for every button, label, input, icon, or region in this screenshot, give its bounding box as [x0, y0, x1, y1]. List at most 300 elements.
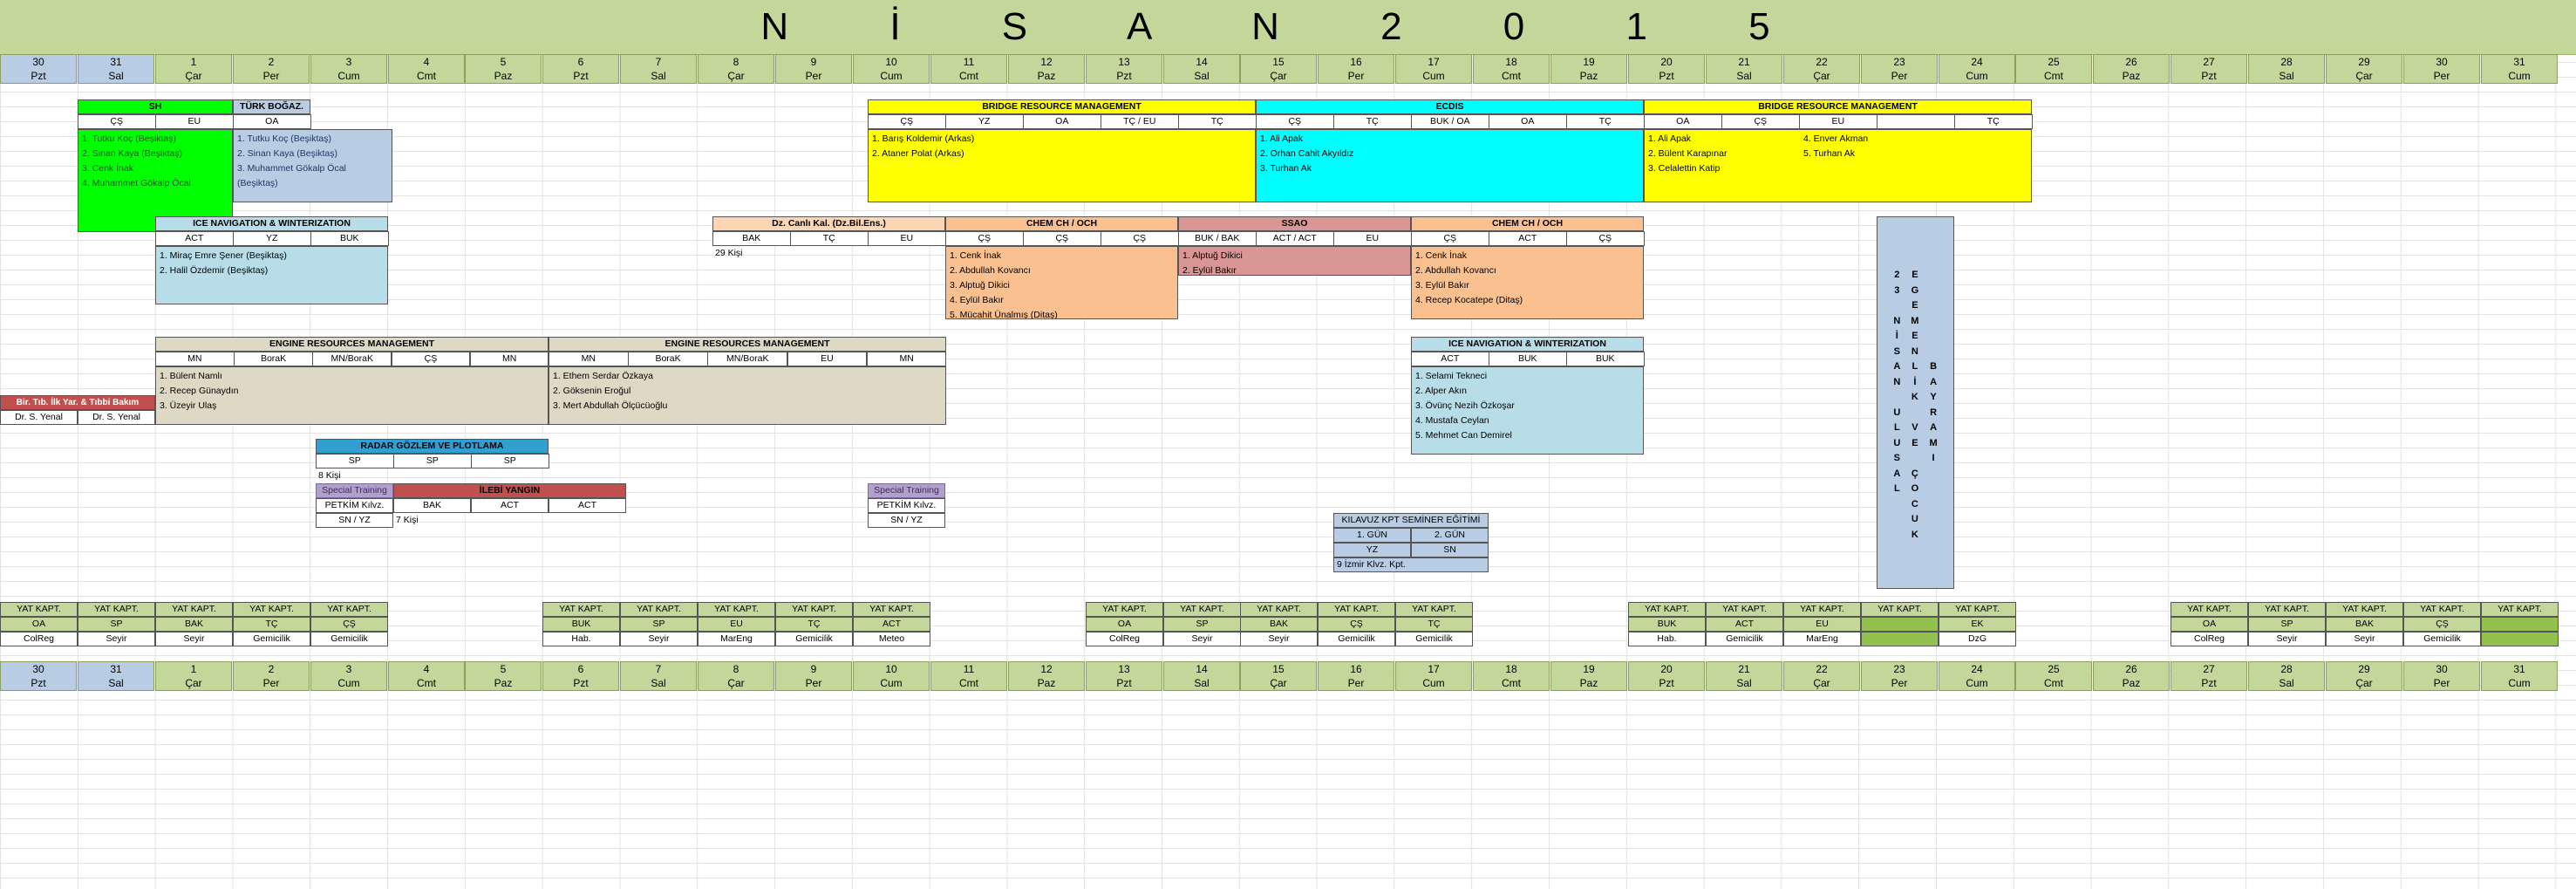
course-slot[interactable]: TÇ — [1333, 114, 1412, 129]
day-cell[interactable] — [698, 661, 774, 691]
course-title[interactable]: ICE NAVIGATION & WINTERIZATION — [1411, 337, 1644, 352]
ilebi-col-3[interactable]: ACT — [549, 498, 626, 513]
yat-kapt-label[interactable]: YAT KAPT. — [2403, 602, 2481, 617]
day-cell[interactable] — [465, 54, 542, 84]
day-weekday: Cmt — [1502, 677, 1521, 689]
yat-kapt-subject[interactable]: Seyir — [1163, 632, 1241, 646]
day-cell[interactable] — [2248, 661, 2325, 691]
yat-kapt-instructor[interactable]: ÇŞ — [1318, 617, 1395, 632]
participant-list[interactable] — [868, 129, 1256, 202]
course-slot[interactable]: EU — [787, 352, 868, 366]
course-title[interactable]: SSAO — [1178, 216, 1411, 231]
day-cell[interactable] — [2171, 661, 2247, 691]
day-cell[interactable] — [233, 54, 310, 84]
yat-kapt-subject[interactable]: Gemicilik — [1395, 632, 1473, 646]
day-weekday: Pzt — [573, 677, 589, 689]
day-number: 6 — [577, 56, 584, 68]
course-slot[interactable]: TÇ — [1566, 114, 1645, 129]
day-cell[interactable] — [233, 661, 310, 691]
course-title[interactable]: CHEM CH / OCH — [1411, 216, 1644, 231]
day-cell[interactable] — [1628, 661, 1705, 691]
day-cell[interactable] — [930, 661, 1007, 691]
day-cell[interactable] — [1706, 54, 1782, 84]
day-cell[interactable] — [2481, 661, 2558, 691]
day-cell[interactable] — [1939, 661, 2015, 691]
day-cell[interactable] — [1008, 661, 1085, 691]
participant: 3. Turhan Ak — [1260, 163, 1312, 174]
day-cell[interactable] — [1706, 661, 1782, 691]
day-cell[interactable] — [2171, 54, 2247, 84]
yat-kapt-label[interactable]: YAT KAPT. — [1240, 602, 1318, 617]
day-weekday: Per — [805, 677, 822, 689]
day-cell[interactable] — [2481, 54, 2558, 84]
course-slot[interactable]: SP — [471, 454, 549, 468]
day-weekday: Çar — [185, 70, 202, 82]
day-number: 19 — [1583, 663, 1595, 675]
day-number: 21 — [1738, 663, 1750, 675]
yat-kapt-label[interactable]: YAT KAPT. — [1395, 602, 1473, 617]
day-cell[interactable] — [1163, 54, 1240, 84]
yat-kapt-label[interactable]: YAT KAPT. — [2481, 602, 2559, 617]
course-title[interactable]: TÜRK BOĞAZ. — [233, 99, 310, 114]
yat-kapt-subject[interactable] — [1861, 632, 1939, 646]
holiday-letter — [1913, 406, 1916, 421]
yat-kapt-instructor[interactable]: ÇŞ — [310, 617, 388, 632]
day-cell[interactable] — [1861, 54, 1938, 84]
day-weekday: Cmt — [959, 70, 978, 82]
holiday-letter: V — [1912, 422, 1918, 433]
course-slot[interactable]: TÇ / EU — [1101, 114, 1179, 129]
day-cell[interactable] — [1550, 54, 1627, 84]
day-cell[interactable] — [2248, 54, 2325, 84]
course-slot[interactable]: MN/BoraK — [707, 352, 787, 366]
yat-kapt-instructor[interactable] — [1861, 617, 1939, 632]
participant: 5. Mehmet Can Demirel — [1415, 430, 1512, 441]
special-training-2-row-2[interactable]: SN / YZ — [868, 513, 945, 528]
course-slot[interactable]: BUK — [1566, 352, 1645, 366]
day-weekday: Cmt — [2044, 70, 2063, 82]
day-cell[interactable] — [1086, 661, 1162, 691]
yat-kapt-subject[interactable]: ColReg — [0, 632, 78, 646]
yat-kapt-instructor[interactable]: TÇ — [1395, 617, 1473, 632]
day-cell[interactable] — [853, 54, 930, 84]
holiday-letter: S — [1893, 345, 1900, 357]
course-slot[interactable]: ÇŞ — [1101, 231, 1179, 246]
holiday-letter: E — [1912, 300, 1918, 311]
course-title[interactable]: BRIDGE RESOURCE MANAGEMENT — [868, 99, 1256, 114]
day-number: 28 — [2280, 56, 2293, 68]
day-cell[interactable] — [1008, 54, 1085, 84]
yat-kapt-instructor[interactable]: BUK — [1628, 617, 1706, 632]
yat-kapt-label[interactable]: YAT KAPT. — [1861, 602, 1939, 617]
day-cell[interactable] — [775, 54, 852, 84]
special-training-2-title[interactable]: Special Training — [868, 483, 945, 498]
holiday-letter — [1932, 329, 1935, 345]
day-weekday: Cum — [1422, 70, 1445, 82]
course-slot[interactable]: ÇŞ — [945, 231, 1024, 246]
yat-kapt-subject[interactable]: Seyir — [620, 632, 698, 646]
holiday-letter — [1932, 298, 1935, 314]
day-weekday: Çar — [1813, 70, 1830, 82]
yat-kapt-subject[interactable]: MarEng — [698, 632, 775, 646]
participant: 3. Üzeyir Ulaş — [160, 400, 217, 411]
yat-kapt-instructor[interactable] — [2481, 617, 2559, 632]
course-slot[interactable]: BAK — [712, 231, 791, 246]
day-cell[interactable] — [1086, 54, 1162, 84]
day-weekday: Per — [262, 70, 280, 82]
yat-kapt-label[interactable]: YAT KAPT. — [2171, 602, 2248, 617]
day-cell[interactable] — [2093, 661, 2170, 691]
day-cell[interactable] — [1939, 54, 2015, 84]
yat-kapt-instructor[interactable]: OA — [0, 617, 78, 632]
day-cell[interactable] — [2093, 54, 2170, 84]
yat-kapt-subject[interactable]: Seyir — [155, 632, 233, 646]
course-slot[interactable]: TÇ — [1178, 114, 1257, 129]
course-slot[interactable]: ÇŞ — [1566, 231, 1645, 246]
course-slot[interactable]: ÇŞ — [1256, 114, 1334, 129]
yat-kapt-subject[interactable]: Seyir — [2326, 632, 2403, 646]
special-training-1-row-2[interactable]: SN / YZ — [316, 513, 393, 528]
day-weekday: Çar — [1270, 70, 1287, 82]
course-title[interactable]: Dz. Canlı Kal. (Dz.Bil.Ens.) — [712, 216, 945, 231]
day-cell[interactable] — [310, 54, 387, 84]
participant: 2. Abdullah Kovancı — [1415, 265, 1496, 276]
day-number: 3 — [345, 663, 352, 675]
participant: 1. Miraç Emre Şener (Beşiktaş) — [160, 250, 287, 261]
course-title[interactable]: RADAR GÖZLEM VE PLOTLAMA — [316, 439, 549, 454]
day-weekday: Sal — [108, 70, 124, 82]
yat-kapt-subject[interactable]: Meteo — [853, 632, 930, 646]
yat-kapt-instructor[interactable]: EK — [1939, 617, 2016, 632]
participant: 4. Mustafa Ceylan — [1415, 415, 1489, 426]
day-cell[interactable] — [155, 661, 232, 691]
yat-kapt-label[interactable]: YAT KAPT. — [1163, 602, 1241, 617]
yat-kapt-subject[interactable]: Seyir — [78, 632, 155, 646]
yat-kapt-instructor[interactable]: SP — [2248, 617, 2326, 632]
course-slot[interactable]: OA — [1644, 114, 1722, 129]
yat-kapt-subject[interactable]: Gemicilik — [1318, 632, 1395, 646]
day-cell[interactable] — [2015, 661, 2092, 691]
yat-kapt-subject[interactable]: Hab. — [542, 632, 620, 646]
day-number: 31 — [110, 56, 122, 68]
participant: 3. Mert Abdullah Ölçücüoğlu — [553, 400, 668, 411]
course-slot[interactable]: MN/BoraK — [312, 352, 392, 366]
first-aid-instructor-2[interactable]: Dr. S. Yenal — [78, 410, 155, 425]
day-cell[interactable] — [2326, 661, 2402, 691]
participant: 5. Mücahit Ünalmış (Ditaş) — [950, 310, 1058, 319]
kilavuz-value-2[interactable]: SN — [1411, 543, 1489, 557]
yat-kapt-instructor[interactable]: ACT — [1706, 617, 1783, 632]
day-cell[interactable] — [2403, 54, 2480, 84]
course-slot[interactable]: ACT — [1411, 352, 1489, 366]
day-cell[interactable] — [698, 54, 774, 84]
day-cell[interactable] — [1783, 661, 1860, 691]
special-training-2-row-1[interactable]: PETKİM Kılvz. — [868, 498, 945, 513]
day-cell[interactable] — [2403, 661, 2480, 691]
ilebi-col-2[interactable]: ACT — [471, 498, 549, 513]
day-number: 5 — [500, 56, 507, 68]
participant-list[interactable] — [1644, 129, 2032, 202]
yat-kapt-subject[interactable]: Hab. — [1628, 632, 1706, 646]
participant: 4. Eylül Bakır — [950, 295, 1004, 305]
yat-kapt-instructor[interactable]: BAK — [155, 617, 233, 632]
yat-kapt-subject[interactable]: Gemicilik — [233, 632, 310, 646]
course-slot[interactable]: MN — [155, 352, 235, 366]
course-slot[interactable]: OA — [1023, 114, 1101, 129]
course-title[interactable]: ENGINE RESOURCES MANAGEMENT — [549, 337, 946, 352]
yat-kapt-instructor[interactable]: SP — [1163, 617, 1241, 632]
yat-kapt-subject[interactable]: Gemicilik — [1706, 632, 1783, 646]
day-weekday: Pzt — [573, 70, 589, 82]
yat-kapt-instructor[interactable]: SP — [78, 617, 155, 632]
course-slot[interactable]: SP — [316, 454, 394, 468]
kilavuz-title[interactable]: KILAVUZ KPT SEMİNER EĞİTİMİ — [1333, 513, 1489, 528]
holiday-letter: E — [1912, 437, 1918, 448]
participant-list[interactable] — [1178, 246, 1411, 276]
day-number: 18 — [1505, 663, 1517, 675]
day-cell[interactable] — [1628, 54, 1705, 84]
yat-kapt-label[interactable]: YAT KAPT. — [1086, 602, 1163, 617]
participant-list[interactable] — [549, 366, 946, 425]
day-cell[interactable] — [388, 54, 465, 84]
course-slot[interactable]: MN — [549, 352, 629, 366]
course-slot[interactable]: ÇŞ — [78, 114, 156, 129]
course-slot[interactable]: TÇ — [790, 231, 869, 246]
day-cell[interactable] — [1550, 661, 1627, 691]
course-slot[interactable]: ÇŞ — [1023, 231, 1101, 246]
course-slot[interactable]: MN — [867, 352, 947, 366]
course-slot[interactable]: YZ — [945, 114, 1024, 129]
day-cell[interactable] — [1395, 54, 1472, 84]
holiday-letter: K — [1911, 392, 1918, 402]
day-cell[interactable] — [620, 661, 697, 691]
day-cell[interactable] — [930, 54, 1007, 84]
course-slot[interactable]: SP — [393, 454, 472, 468]
holiday-letter: A — [1893, 361, 1901, 372]
day-weekday: Pzt — [1659, 70, 1674, 82]
yat-kapt-label[interactable]: YAT KAPT. — [2326, 602, 2403, 617]
course-slot[interactable]: ÇŞ — [1411, 231, 1489, 246]
course-slot[interactable]: EU — [1333, 231, 1412, 246]
yat-kapt-label[interactable]: YAT KAPT. — [78, 602, 155, 617]
day-cell[interactable] — [620, 54, 697, 84]
yat-kapt-instructor[interactable]: OA — [1086, 617, 1163, 632]
day-cell[interactable] — [1861, 661, 1938, 691]
yat-kapt-subject[interactable] — [2481, 632, 2559, 646]
participant-list[interactable] — [1411, 366, 1644, 455]
day-cell[interactable] — [542, 54, 619, 84]
participant-list[interactable] — [233, 129, 392, 202]
yat-kapt-subject[interactable]: Seyir — [2248, 632, 2326, 646]
course-title[interactable]: CHEM CH / OCH — [945, 216, 1178, 231]
day-weekday: Paz — [1579, 70, 1598, 82]
yat-kapt-label[interactable]: YAT KAPT. — [1939, 602, 2016, 617]
course-slot[interactable]: YZ — [233, 231, 311, 246]
day-cell[interactable] — [78, 661, 154, 691]
yat-kapt-label[interactable]: YAT KAPT. — [1783, 602, 1861, 617]
special-training-1-row-1[interactable]: PETKİM Kılvz. — [316, 498, 393, 513]
day-weekday: Paz — [2122, 677, 2141, 689]
course-slot[interactable]: EU — [1799, 114, 1877, 129]
yat-kapt-label[interactable]: YAT KAPT. — [698, 602, 775, 617]
holiday-letter: N — [1893, 315, 1901, 326]
course-slot[interactable] — [1877, 114, 1955, 129]
yat-kapt-subject[interactable]: Gemicilik — [310, 632, 388, 646]
day-weekday: Cum — [2508, 70, 2531, 82]
day-cell[interactable] — [0, 54, 77, 84]
yat-kapt-instructor[interactable]: SP — [620, 617, 698, 632]
kilavuz-day-2[interactable]: 2. GÜN — [1411, 528, 1489, 543]
course-slot[interactable]: BoraK — [628, 352, 708, 366]
holiday-23-nisan — [1877, 216, 1954, 589]
yat-kapt-instructor[interactable]: BUK — [542, 617, 620, 632]
course-slot[interactable]: EU — [155, 114, 234, 129]
yat-kapt-label[interactable]: YAT KAPT. — [1706, 602, 1783, 617]
yat-kapt-label[interactable]: YAT KAPT. — [542, 602, 620, 617]
special-training-1-title[interactable]: Special Training — [316, 483, 393, 498]
holiday-text-col-1 — [1893, 268, 1900, 588]
course-slot[interactable]: BUK — [310, 231, 389, 246]
day-cell[interactable] — [1783, 54, 1860, 84]
course-slot[interactable]: ACT — [1489, 231, 1567, 246]
participant-list[interactable] — [1411, 246, 1644, 319]
course-slot[interactable]: ÇŞ — [392, 352, 471, 366]
yat-kapt-label[interactable]: YAT KAPT. — [1628, 602, 1706, 617]
yat-kapt-instructor[interactable]: ÇŞ — [2403, 617, 2481, 632]
holiday-letter: G — [1911, 284, 1919, 296]
yat-kapt-subject[interactable]: ColReg — [2171, 632, 2248, 646]
yat-kapt-instructor[interactable]: TÇ — [775, 617, 853, 632]
day-cell[interactable] — [78, 54, 154, 84]
yat-kapt-subject[interactable]: MarEng — [1783, 632, 1861, 646]
participant-list[interactable] — [155, 366, 549, 425]
course-slot[interactable]: ÇŞ — [1721, 114, 1800, 129]
participant-list[interactable] — [945, 246, 1178, 319]
day-cell[interactable] — [155, 54, 232, 84]
day-cell[interactable] — [853, 661, 930, 691]
day-number: 31 — [2513, 56, 2525, 68]
day-cell[interactable] — [775, 661, 852, 691]
course-slot[interactable]: MN — [470, 352, 549, 366]
day-cell[interactable] — [465, 661, 542, 691]
participant: 2. Bülent Karapınar — [1648, 148, 1728, 159]
day-weekday: Cum — [337, 70, 360, 82]
day-cell[interactable] — [1163, 661, 1240, 691]
day-cell[interactable] — [1473, 54, 1550, 84]
holiday-letter: N — [1911, 345, 1918, 357]
first-aid-title[interactable]: Bir. Tıb. İlk Yar. & Tıbbi Bakım — [0, 395, 155, 410]
course-title[interactable]: BRIDGE RESOURCE MANAGEMENT — [1644, 99, 2032, 114]
course-slot[interactable]: BUK / BAK — [1178, 231, 1257, 246]
day-cell[interactable] — [542, 661, 619, 691]
page-title: N İ S A N 2 0 1 5 — [0, 0, 2576, 55]
day-cell[interactable] — [1318, 54, 1394, 84]
first-aid-instructor-1[interactable]: Dr. S. Yenal — [0, 410, 78, 425]
course-slot[interactable]: BUK — [1489, 352, 1567, 366]
yat-kapt-instructor[interactable]: EU — [1783, 617, 1861, 632]
yat-kapt-subject[interactable]: Gemicilik — [775, 632, 853, 646]
course-slot[interactable]: EU — [868, 231, 946, 246]
course-slot[interactable]: BoraK — [234, 352, 313, 366]
day-cell[interactable] — [2015, 54, 2092, 84]
course-title[interactable]: ICE NAVIGATION & WINTERIZATION — [155, 216, 388, 231]
yat-kapt-label[interactable]: YAT KAPT. — [155, 602, 233, 617]
participant-list[interactable] — [155, 246, 388, 304]
yat-kapt-label[interactable]: YAT KAPT. — [620, 602, 698, 617]
course-slot[interactable]: ACT / ACT — [1256, 231, 1334, 246]
yat-kapt-instructor[interactable]: EU — [698, 617, 775, 632]
course-slot[interactable]: ÇŞ — [868, 114, 946, 129]
day-cell[interactable] — [0, 661, 77, 691]
yat-kapt-subject[interactable]: DzG — [1939, 632, 2016, 646]
holiday-letter: 2 — [1894, 270, 1900, 280]
yat-kapt-label[interactable]: YAT KAPT. — [775, 602, 853, 617]
yat-kapt-instructor[interactable]: BAK — [1240, 617, 1318, 632]
participant: 1. Alptuğ Dikici — [1182, 250, 1243, 261]
day-number: 29 — [2358, 663, 2370, 675]
yat-kapt-label[interactable]: YAT KAPT. — [2248, 602, 2326, 617]
kilavuz-value-1[interactable]: YZ — [1333, 543, 1411, 557]
kilavuz-note[interactable]: 9 İzmir Klvz. Kpt. — [1333, 557, 1489, 572]
course-title[interactable]: ENGINE RESOURCES MANAGEMENT — [155, 337, 549, 352]
day-weekday: Çar — [727, 677, 745, 689]
course-slot[interactable]: BUK / OA — [1411, 114, 1489, 129]
day-cell[interactable] — [1318, 661, 1394, 691]
day-number: 7 — [655, 56, 662, 68]
kilavuz-day-1[interactable]: 1. GÜN — [1333, 528, 1411, 543]
day-cell[interactable] — [1395, 661, 1472, 691]
yat-kapt-instructor[interactable]: BAK — [2326, 617, 2403, 632]
day-cell[interactable] — [310, 661, 387, 691]
yat-kapt-label[interactable]: YAT KAPT. — [233, 602, 310, 617]
day-cell[interactable] — [1240, 661, 1317, 691]
yat-kapt-subject[interactable]: ColReg — [1086, 632, 1163, 646]
yat-kapt-label[interactable]: YAT KAPT. — [0, 602, 78, 617]
ilebi-yangin-title[interactable]: İLEBİ YANGIN — [393, 483, 626, 498]
holiday-letter: Y — [1930, 392, 1937, 402]
day-cell[interactable] — [1473, 661, 1550, 691]
course-slot[interactable]: ACT — [155, 231, 234, 246]
day-cell[interactable] — [388, 661, 465, 691]
ilebi-col-1[interactable]: BAK — [393, 498, 471, 513]
day-number: 13 — [1118, 663, 1130, 675]
day-weekday: Cmt — [959, 677, 978, 689]
day-cell[interactable] — [2326, 54, 2402, 84]
participant-list[interactable] — [1256, 129, 1644, 202]
yat-kapt-label[interactable]: YAT KAPT. — [1318, 602, 1395, 617]
day-cell[interactable] — [1240, 54, 1317, 84]
day-weekday: Cum — [1422, 677, 1445, 689]
day-weekday: Çar — [1270, 677, 1287, 689]
day-number: 11 — [963, 56, 975, 68]
course-title[interactable]: ECDIS — [1256, 99, 1644, 114]
holiday-letter — [1932, 314, 1935, 330]
course-title[interactable]: SH — [78, 99, 233, 114]
course-slot[interactable]: TÇ — [1954, 114, 2033, 129]
course-slot[interactable]: OA — [233, 114, 311, 129]
day-number: 31 — [110, 663, 122, 675]
yat-kapt-instructor[interactable]: TÇ — [233, 617, 310, 632]
yat-kapt-instructor[interactable]: ACT — [853, 617, 930, 632]
yat-kapt-subject[interactable]: Seyir — [1240, 632, 1318, 646]
yat-kapt-label[interactable]: YAT KAPT. — [310, 602, 388, 617]
course-slot[interactable]: OA — [1489, 114, 1567, 129]
yat-kapt-label[interactable]: YAT KAPT. — [853, 602, 930, 617]
day-weekday: Paz — [494, 677, 513, 689]
yat-kapt-subject[interactable]: Gemicilik — [2403, 632, 2481, 646]
holiday-letter: U — [1893, 407, 1901, 418]
yat-kapt-instructor[interactable]: OA — [2171, 617, 2248, 632]
